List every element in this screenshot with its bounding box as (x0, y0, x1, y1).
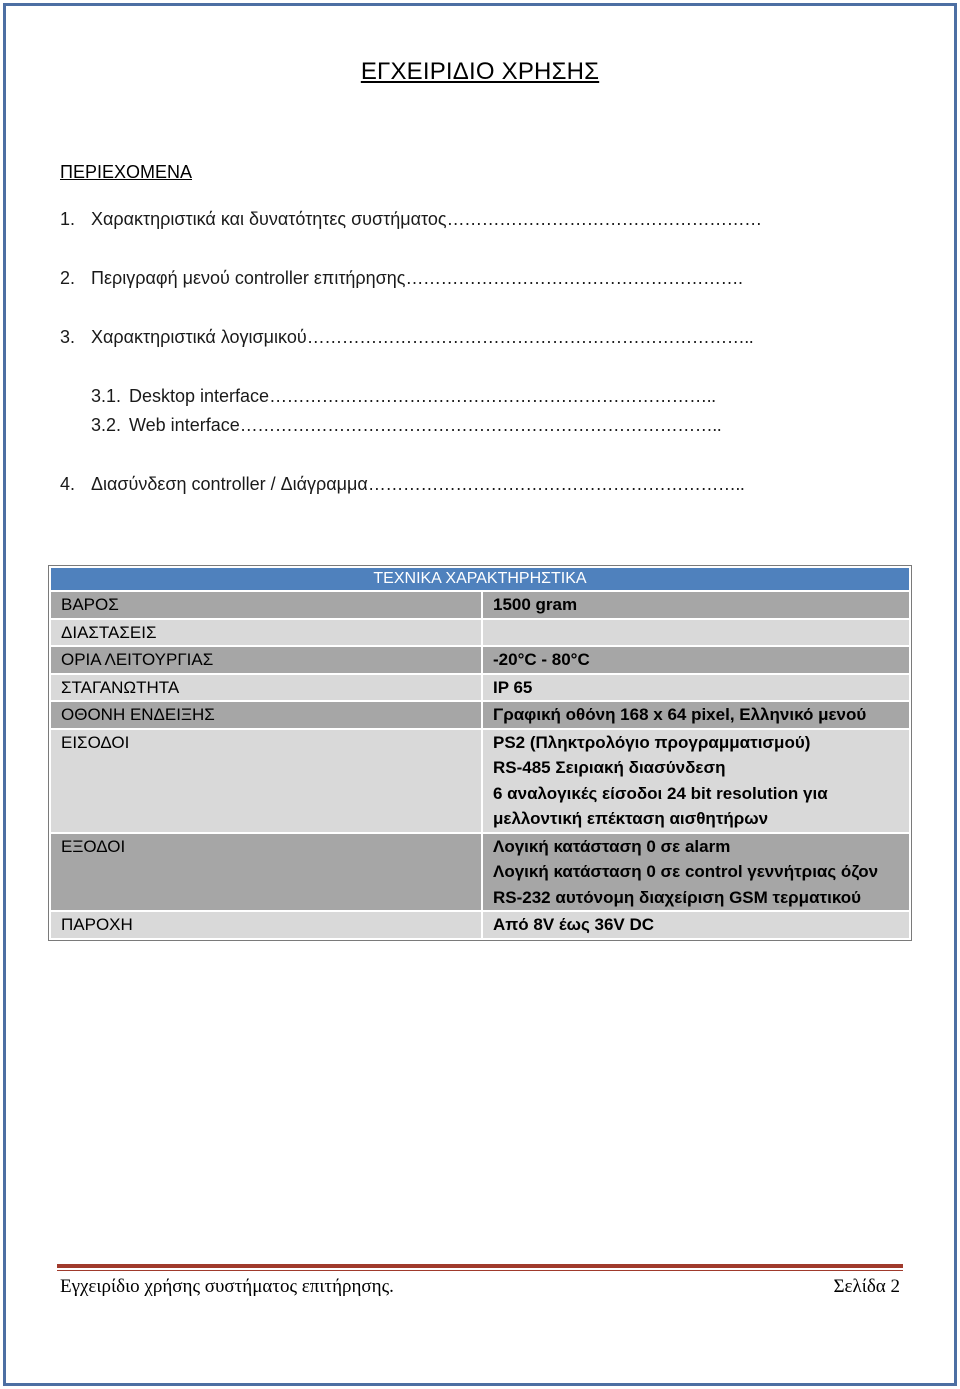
spec-row-operating-limits (50, 646, 910, 674)
toc-heading: ΠΕΡΙΕΧΟΜΕΝΑ (60, 162, 193, 182)
spec-value (482, 619, 910, 647)
spec-value: 1500 gram (482, 591, 910, 619)
spec-label: ΔΙΑΣΤΑΣΕΙΣ (50, 619, 482, 647)
spec-row-power-supply (50, 911, 910, 939)
spec-row-inputs (50, 729, 910, 833)
spec-label: ΣΤΑΓΑΝΩΤΗΤΑ (50, 674, 482, 702)
spec-row-dimensions (50, 619, 910, 647)
toc-leader-dots: ………………………………………………………………….. (269, 386, 716, 406)
toc-item-number: 3.2. (91, 415, 122, 435)
footer-document-name: Εγχειρίδιο χρήσης συστήματος επιτήρησης. (60, 1276, 394, 1297)
toc-leader-dots: ……………………………………………… (446, 209, 762, 229)
footer-page-number: Σελίδα 2 (833, 1276, 900, 1297)
toc-item-number: 1. (60, 209, 76, 229)
spec-value: IP 65 (482, 674, 910, 702)
spec-value-line: RS-485 Σειριακή διασύνδεση (493, 758, 726, 777)
toc-item-text: Web interface (129, 415, 240, 435)
spec-label: ΟΘΟΝΗ ΕΝΔΕΙΞΗΣ (50, 701, 482, 729)
spec-value (482, 833, 910, 912)
toc-item-number: 3.1. (91, 386, 122, 406)
toc-item-number: 4. (60, 474, 76, 494)
spec-value-line: PS2 (Πληκτρολόγιο προγραμματισμού) (493, 732, 811, 752)
specs-table (49, 566, 911, 940)
toc-item-3-1[interactable] (91, 386, 716, 407)
toc-item-3[interactable] (60, 327, 753, 348)
spec-value-line: 6 αναλογικές είσοδοι 24 bit resolution για μελλοντική επέκταση αισθητήρων (493, 783, 828, 828)
toc-item-4[interactable] (60, 474, 744, 495)
toc-item-text: Περιγραφή μενού controller επιτήρησης (91, 268, 406, 288)
toc-item-2[interactable] (60, 268, 743, 289)
spec-label: ΠΑΡΟΧΗ (50, 911, 482, 939)
toc-item-text: Χαρακτηριστικά και δυνατότητες συστήματος (91, 209, 447, 229)
specs-header: ΤΕΧΝΙΚΑ ΧΑΡΑΚΤΗΡΗΣΤΙΚΑ (50, 567, 910, 591)
spec-label: ΟΡΙΑ ΛΕΙΤΟΥΡΓΙΑΣ (50, 646, 482, 674)
toc-item-3-2[interactable] (91, 415, 721, 436)
spec-value-line: RS-232 αυτόνομη διαχείριση GSM τερματικού (493, 887, 862, 907)
spec-value (482, 729, 910, 833)
spec-row-ingress-protection (50, 674, 910, 702)
spec-value: Από 8V έως 36V DC (482, 911, 910, 939)
toc-item-number: 3. (60, 327, 76, 347)
footer-divider-thin (57, 1270, 903, 1271)
toc-leader-dots: …………………………………………………. (405, 268, 743, 288)
spec-value: -20°C - 80°C (482, 646, 910, 674)
specs-header-row (50, 567, 910, 591)
footer-divider (57, 1264, 903, 1268)
spec-row-display (50, 701, 910, 729)
spec-value: Γραφική οθόνη 168 x 64 pixel, Ελληνικό μενού (482, 701, 910, 729)
toc-item-1[interactable] (60, 209, 762, 230)
toc-leader-dots: ……………………………………………………………………….. (239, 415, 722, 435)
toc-item-text: Διασύνδεση controller / Διάγραμμα (91, 474, 368, 494)
toc-leader-dots: ……………………………………………………….. (367, 474, 745, 494)
spec-label: ΒΑΡΟΣ (50, 591, 482, 619)
toc-item-text: Desktop interface (129, 386, 270, 406)
toc-item-number: 2. (60, 268, 76, 288)
spec-row-outputs (50, 833, 910, 912)
toc-leader-dots: ………………………………………………………………….. (306, 327, 754, 347)
spec-label: ΕΙΣΟΔΟΙ (50, 729, 482, 833)
document-title: ΕΓΧΕΙΡΙΔΙΟ ΧΡΗΣΗΣ (360, 58, 600, 85)
toc-item-text: Χαρακτηριστικά λογισμικού (91, 327, 307, 347)
spec-value-line: Λογική κατάσταση 0 σε control γεννήτριας όζον (493, 862, 879, 881)
spec-row-weight (50, 591, 910, 619)
spec-value-line: Λογική κατάσταση 0 σε alarm (493, 836, 731, 856)
spec-label: ΕΞΟΔΟΙ (50, 833, 482, 912)
